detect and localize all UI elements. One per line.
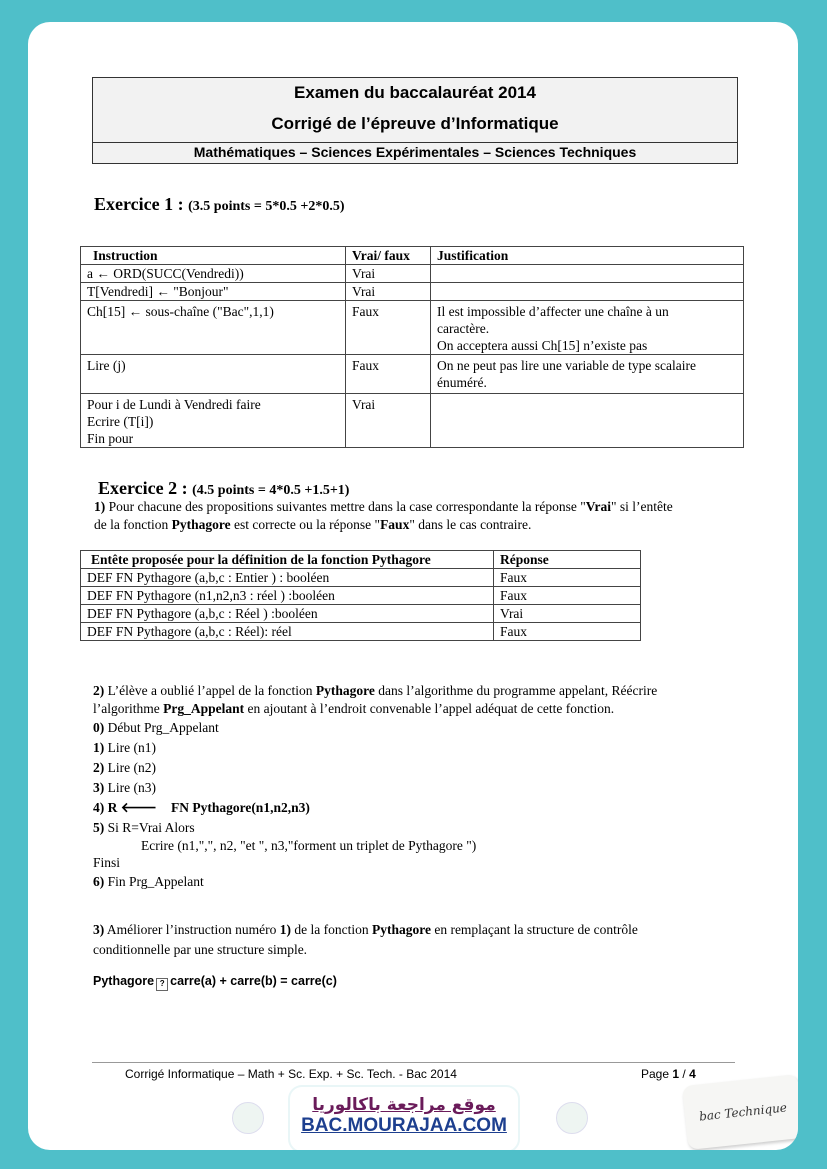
ex2-question-2 — [93, 682, 753, 718]
question-text: de la fonction — [290, 922, 372, 937]
line-text: Si R=Vrai Alors — [104, 820, 195, 835]
instruction-line: T[Vendredi] ← "Bonjour" — [87, 284, 229, 299]
reponse-cell: Faux — [494, 587, 641, 605]
line-number: 2) — [93, 760, 105, 775]
ex1-label: Exercice 1 : — [94, 194, 184, 214]
justification-line: caractère. — [437, 321, 490, 336]
vf-cell: Vrai — [346, 283, 431, 301]
keyword-prg-appelant: Prg_Appelant — [163, 701, 245, 716]
justification-line: On acceptera aussi Ch[15] n’existe pas — [437, 338, 648, 353]
line-number: 6) — [93, 874, 105, 889]
col-instruction: Instruction — [81, 247, 346, 265]
table-row — [81, 355, 744, 394]
line-number: 4) — [93, 800, 105, 815]
question-text: " si l’entête — [611, 499, 673, 514]
ex2-title — [98, 478, 349, 499]
line-number: 3) — [93, 780, 105, 795]
ex2-points: (4.5 points = 4*0.5 +1.5+1) — [192, 483, 350, 498]
line-text: Début Prg_Appelant — [104, 720, 219, 735]
vf-cell: Vrai — [346, 394, 431, 448]
justification-cell — [431, 283, 744, 301]
reponse-cell: Vrai — [494, 605, 641, 623]
vf-cell: Faux — [346, 355, 431, 394]
banner-arabic[interactable]: موقع مراجعة باكالوريا — [312, 1095, 496, 1115]
question-text: l’algorithme — [93, 701, 164, 716]
question-text: en ajoutant à l’endroit convenable l’appel adéquat de cette fonction. — [244, 701, 615, 716]
table-row — [81, 265, 744, 283]
keyword-pythagore: Pythagore — [371, 922, 431, 937]
col-entete: Entête proposée pour la définition de la fonction Pythagore — [81, 551, 494, 569]
algo-line — [93, 718, 753, 738]
site-banner[interactable] — [290, 1087, 518, 1150]
entete-cell: DEF FN Pythagore (a,b,c : Réel ) :booléen — [81, 605, 494, 623]
algo-line — [93, 872, 753, 892]
algo-line — [93, 758, 753, 778]
entete-cell: DEF FN Pythagore (n1,n2,n3 : réel ) :booléen — [81, 587, 494, 605]
question-text: dans l’algorithme du programme appelant, Réécrire — [374, 683, 658, 698]
footer-left: Corrigé Informatique – Math + Sc. Exp. + Sc. Tech. - Bac 2014 — [125, 1067, 457, 1081]
ex1-points: (3.5 points = 5*0.5 +2*0.5) — [188, 199, 345, 214]
keyword-instruction-number: 1) — [279, 922, 291, 937]
line-number: 0) — [93, 720, 105, 735]
justification-line: On ne peut pas lire une variable de type scalaire — [437, 358, 697, 373]
line-text: Lire (n1) — [104, 740, 156, 755]
ex1-table — [80, 246, 744, 448]
algo-line: Ecrire (n1,",", n2, "et ", n3,"forment un triplet de Pythagore ") — [141, 838, 477, 853]
table-row — [81, 283, 744, 301]
table-row — [81, 394, 744, 448]
header-divider — [93, 142, 737, 143]
algo-line — [93, 798, 753, 818]
question-number: 2) — [93, 683, 105, 698]
table-row — [81, 605, 641, 623]
left-arrow-icon: 🡐 — [120, 800, 157, 816]
instruction-cell — [81, 394, 346, 448]
question-text: conditionnelle par une structure simple. — [93, 942, 308, 957]
question-text: " dans le cas contraire. — [409, 517, 532, 532]
algo-line — [93, 818, 753, 838]
page-label: Page — [641, 1067, 673, 1081]
ex2-answer — [93, 972, 337, 991]
col-vrai-faux: Vrai/ faux — [346, 247, 431, 265]
answer-text: carre(a) + carre(b) = carre(c) — [170, 974, 337, 988]
vf-cell: Faux — [346, 301, 431, 355]
logo-icon — [556, 1102, 588, 1134]
table-row — [81, 587, 641, 605]
vf-cell: Vrai — [346, 265, 431, 283]
document-page — [28, 22, 798, 1150]
question-text: en remplaçant la structure de contrôle — [430, 922, 638, 937]
justification-cell — [431, 394, 744, 448]
entete-cell: DEF FN Pythagore (a,b,c : Réel): réel — [81, 623, 494, 641]
line-text: Fin Prg_Appelant — [104, 874, 204, 889]
question-text: Pour chacune des propositions suivantes mettre dans la case correspondante la réponse " — [105, 499, 586, 514]
table-row — [81, 569, 641, 587]
page-total: 4 — [689, 1067, 696, 1081]
exam-header — [92, 77, 738, 164]
question-text: est correcte ou la réponse " — [230, 517, 381, 532]
page-current: 1 — [672, 1067, 680, 1081]
ex2-table — [80, 550, 641, 641]
instruction-line: Ch[15] ← sous-chaîne ("Bac",1,1) — [87, 304, 274, 319]
ex2-label: Exercice 2 : — [98, 478, 188, 498]
instruction-line: Ecrire (T[i]) — [87, 414, 154, 429]
page-number — [641, 1067, 696, 1081]
algorithm-listing — [93, 718, 753, 892]
table-header-row — [81, 551, 641, 569]
ex2-question-3 — [93, 920, 753, 960]
instruction-cell — [81, 355, 346, 394]
col-reponse: Réponse — [494, 551, 641, 569]
line-number: 5) — [93, 820, 105, 835]
exam-subtitle: Corrigé de l’épreuve d’Informatique — [271, 114, 559, 133]
footer-divider — [92, 1062, 735, 1063]
question-text: Améliorer l’instruction numéro — [104, 922, 280, 937]
keyword-pythagore: Pythagore — [171, 517, 231, 532]
question-text: L’élève a oublié l’appel de la fonction — [104, 683, 316, 698]
reponse-cell: Faux — [494, 623, 641, 641]
col-justification: Justification — [431, 247, 744, 265]
reponse-cell: Faux — [494, 569, 641, 587]
banner-url[interactable]: BAC.MOURAJAA.COM — [301, 1115, 507, 1136]
line-text: Lire (n3) — [104, 780, 156, 795]
keyword-pythagore: Pythagore — [315, 683, 375, 698]
justification-cell — [431, 301, 744, 355]
bac-technique-stamp: bac Technique — [682, 1074, 798, 1150]
logo-icon — [232, 1102, 264, 1134]
ex2-question-1 — [94, 498, 754, 534]
keyword-vrai: Vrai — [585, 499, 611, 514]
algo-line: Finsi — [93, 855, 121, 870]
instruction-line: Fin pour — [87, 431, 134, 446]
instruction-cell — [81, 301, 346, 355]
exam-title: Examen du baccalauréat 2014 — [294, 83, 536, 102]
algo-line — [93, 738, 753, 758]
keyword-faux: Faux — [380, 517, 410, 532]
instruction-cell — [81, 265, 346, 283]
question-number: 3) — [93, 922, 105, 937]
algo-line — [93, 778, 753, 798]
table-row — [81, 623, 641, 641]
missing-glyph-icon: ? — [156, 978, 168, 991]
instruction-cell — [81, 283, 346, 301]
table-header-row — [81, 247, 744, 265]
table-row — [81, 301, 744, 355]
instruction-line: a ← ORD(SUCC(Vendredi)) — [87, 266, 244, 281]
ex1-title — [94, 194, 344, 215]
function-call: FN Pythagore(n1,n2,n3) — [170, 800, 310, 815]
answer-text: Pythagore — [93, 974, 155, 988]
line-text: R — [104, 800, 121, 815]
justification-line: Il est impossible d’affecter une chaîne à un — [437, 304, 669, 319]
entete-cell: DEF FN Pythagore (a,b,c : Entier ) : booléen — [81, 569, 494, 587]
justification-cell — [431, 355, 744, 394]
question-text: de la fonction — [94, 517, 172, 532]
justification-line: énuméré. — [437, 375, 487, 390]
page-separator: / — [679, 1067, 690, 1081]
question-number: 1) — [94, 499, 106, 514]
line-number: 1) — [93, 740, 105, 755]
line-text: Lire (n2) — [104, 760, 156, 775]
instruction-line: Pour i de Lundi à Vendredi faire — [87, 397, 261, 412]
exam-sections: Mathématiques – Sciences Expérimentales – Sciences Techniques — [193, 144, 637, 160]
instruction-line: Lire (j) — [87, 358, 126, 373]
justification-cell — [431, 265, 744, 283]
